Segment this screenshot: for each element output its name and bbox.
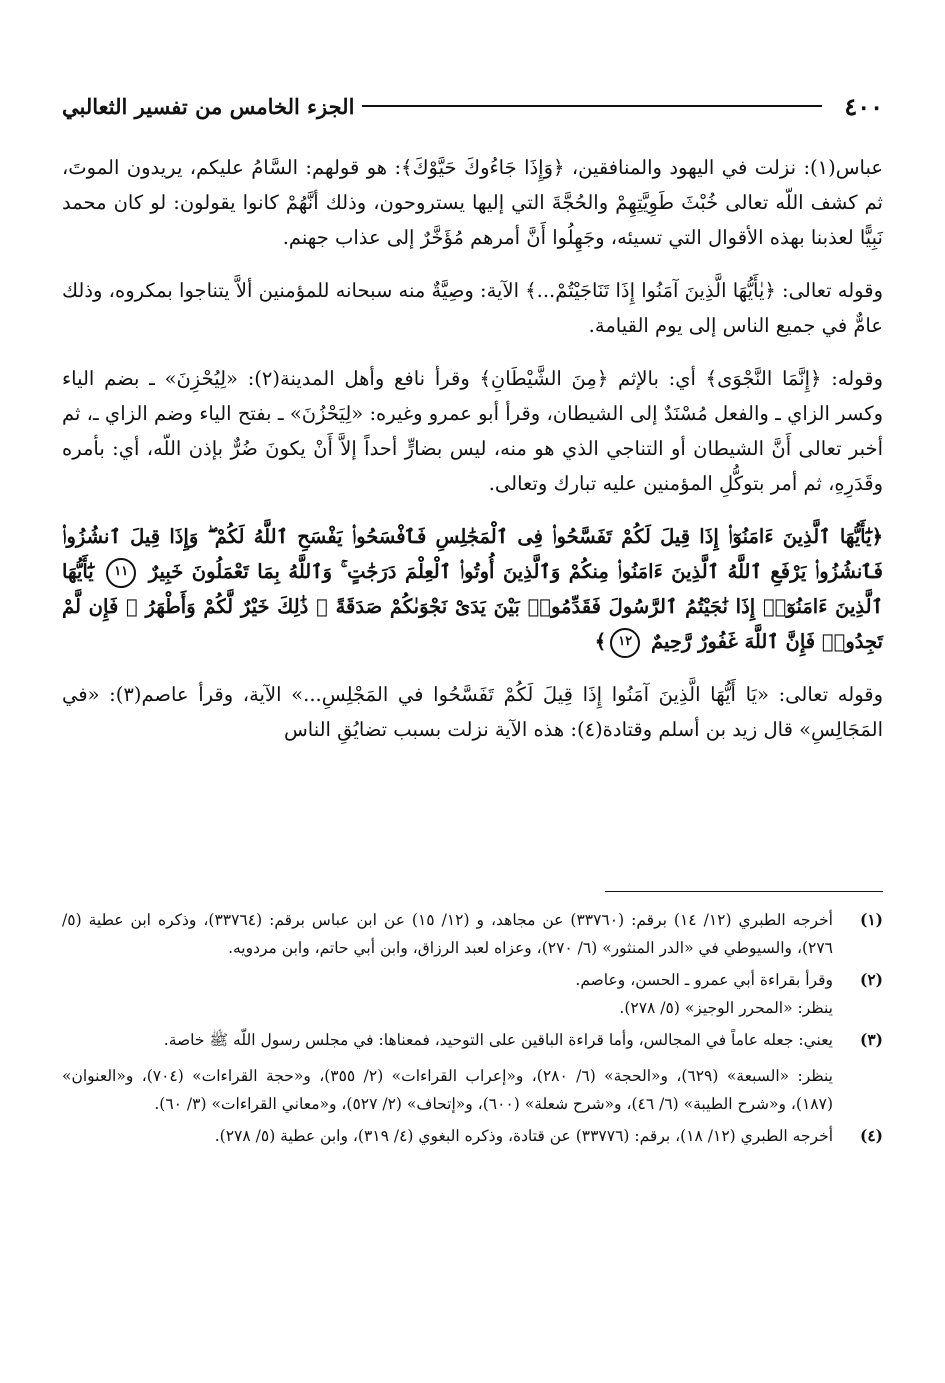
footnote: [62, 966, 883, 1022]
footnote-number: (٤): [859, 1126, 883, 1145]
paragraph: وقوله تعالى: «يَا أَيُّهَا الَّذِينَ آمَنُوا إِذَا قِيلَ لَكُمْ تَفَسَّحُوا في المَجْلِسِ...» الآية، وقرأ عاصم(٣): «في المَجَالِسِ» قال زيد بن أسلم وقتادة(٤): هذه الآية نزلت بسبب تضايُقِ الناس: [62, 683, 884, 741]
footnote-text: ينظر: «المحرر الوجيز» (٥/ ٢٧٨).: [619, 999, 833, 1017]
quran-verse-block: [62, 519, 883, 659]
paragraph: وقوله تعالى: ﴿يٰأَيُّهَا الَّذِينَ آمَنُوا إِذَا تَنَاجَيْتُمْ...﴾ الآية: وصِيَّةٌ منه سبحانه للمؤمنين ألاَّ يتناجوا بمكروه، وذلك عامٌّ في جميع الناس إلى يوم القيامة.: [62, 279, 883, 337]
footnote: [62, 1122, 883, 1150]
quran-close-bracket: ﴾: [594, 630, 607, 653]
main-text: [62, 150, 883, 765]
running-title: الجزء الخامس من تفسير الثعالبي: [62, 93, 355, 119]
page-header: [62, 84, 883, 128]
footnote-number: (٣): [859, 1030, 883, 1049]
footnote: [62, 1026, 883, 1118]
footnote-number: (١): [859, 910, 883, 929]
paragraph: عباس(١): نزلت في اليهود والمنافقين، ﴿وَإِذَا جَاءُوكَ حَيَّوْكَ﴾: هو قولهم: السَّامُ عليكم، يريدون الموتَ، ثم كشف اللّه تعالى خُبْثَ طَوِيَّتِهِمْ والحُجَّةَ التي إليها يستروحون، وذلك أنَّهُمْ كانوا يقولون: لو كان محمد نَبِيًّا لعذبنا بهذه الأقوال التي تسيئه، وجَهِلُوا أَنَّ أمرهم مُؤَخَّرٌ إلى عذاب جهنم.: [62, 156, 883, 249]
footnote-text: وقرأ بقراءة أبي عمرو ـ الحسن، وعاصم.: [575, 971, 833, 989]
footnote-text: أخرجه الطبري (١٢/ ١٤) برقم: (٣٣٧٦٠) عن مجاهد، و (١٢/ ١٥) عن ابن عباس برقم: (٣٣٧٦٤)، وذكره ابن عطية (٥/ ٢٧٦)، والسيوطي في «الدر المنثور» (٦/ ٢٧٠)، وعزاه لعبد الرزاق، وابن أبي حاتم، وابن مردويه.: [62, 911, 833, 957]
footnotes: [62, 906, 883, 1154]
quran-verse-text: يَٰٓأَيُّهَا ٱلَّذِينَ ءَامَنُوٓا۟ إِذَا قِيلَ لَكُمْ تَفَسَّحُوا۟ فِى ٱلْمَجَٰلِسِ فَٱفْسَحُوا۟ يَفْسَحِ ٱللَّهُ لَكُمْ ۖ وَإِذَا قِيلَ ٱنشُزُوا۟ فَٱنشُزُوا۟ يَرْفَعِ ٱللَّهُ ٱلَّذِينَ ءَامَنُوا۟ مِنكُمْ وَٱلَّذِينَ أُوتُوا۟ ٱلْعِلْمَ دَرَجَٰتٍ ۚ وَٱللَّهُ بِمَا تَعْمَلُونَ خَبِيرٌ: [62, 525, 883, 583]
ayah-number-marker: ١١: [106, 558, 136, 588]
footnote-text: يعني: جعله عاماً في المجالس، وأما قراءة الباقين على التوحيد، فمعناها: في مجلس رسول اللّه ﷺ خاصة.: [163, 1031, 833, 1049]
quran-open-bracket: ﴿: [871, 525, 883, 548]
footnote-text: ينظر: «السبعة» (٦٢٩)، و«الحجة» (٦/ ٢٨٠)، و«إعراب القراءات» (٢/ ٣٥٥)، و«حجة القراءات» (٧٠٤)، و«العنوان» (١٨٧)، و«شرح الطيبة» (٦/ ٤٦)، و«شرح شعلة» (٦٠٠)، و«إتحاف» (٢/ ٥٢٧)، و«معاني القراءات» (٣/ ٦٠).: [62, 1067, 833, 1113]
quran-verse-text: يَٰٓأَيُّهَا ٱلَّذِينَ ءَامَنُوٓا۟ إِذَا نَٰجَيْتُمُ ٱلرَّسُولَ فَقَدِّمُوا۟ بَيْنَ يَدَىْ نَجْوَىٰكُمْ صَدَقَةً ۚ ذَٰلِكَ خَيْرٌ لَّكُمْ وَأَطْهَرُ ۚ فَإِن لَّمْ تَجِدُوا۟ فَإِنَّ ٱللَّهَ غَفُورٌ رَّحِيمٌ: [62, 560, 883, 653]
page-number: ٤٠٠: [844, 91, 883, 121]
footnote-text: أخرجه الطبري (١٢/ ١٨)، برقم: (٣٣٧٧٦) عن قتادة، وذكره البغوي (٤/ ٣١٩)، وابن عطية (٥/ ٢٧٨).: [214, 1127, 833, 1145]
footnote-number: (٢): [859, 970, 883, 989]
header-rule: [362, 105, 822, 107]
footnote-separator: [605, 891, 883, 892]
paragraph: وقوله: ﴿إِنَّمَا النَّجْوَى﴾ أي: بالإثم ﴿مِنَ الشَّيْطَانِ﴾ وقرأ نافع وأهل المدينة(٢): «لِيُحْزِنَ» ـ بضم الياء وكسر الزاي ـ والفعل مُسْنَدٌ إلى الشيطان، وقرأ أبو عمرو وغيره: «لِيَحْزُنَ» ـ بفتح الياء وضم الزاي ـ، ثم أخبر تعالى أَنَّ الشيطان أو التناجي الذي هو منه، ليس بضارٍّ أحداً إلاَّ أَنْ يكونَ ضُرٌّ بإذن اللّه، أي: بأمره وقَدَرِهِ، ثم أمر بتوكُّلِ المؤمنين عليه تبارك وتعالى.: [62, 367, 883, 495]
ayah-number-marker: ١٢: [610, 628, 640, 658]
footnote: [62, 906, 883, 962]
